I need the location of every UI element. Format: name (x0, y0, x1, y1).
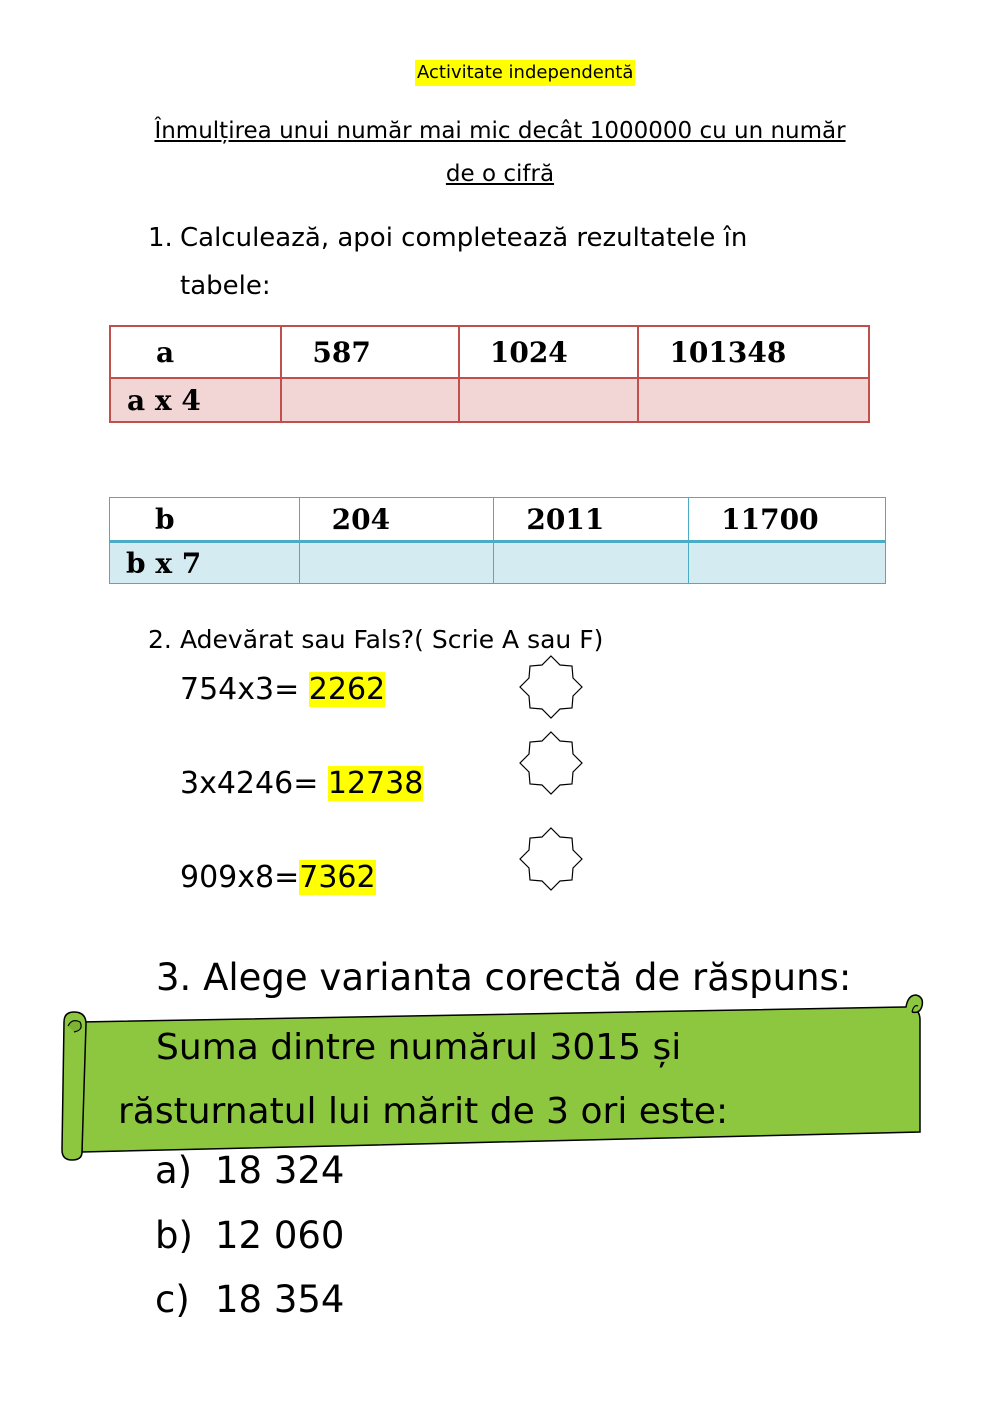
eight-point-star-icon[interactable] (519, 827, 583, 891)
equation-3 (180, 856, 376, 900)
option-b[interactable] (155, 1211, 344, 1261)
equation-expression: 3x4246= (180, 766, 328, 801)
equation-1 (180, 668, 385, 712)
equation-result: 12738 (327, 766, 424, 801)
table-a-header-cell: 587 (281, 326, 458, 378)
page-title (110, 110, 890, 196)
eight-point-star-icon[interactable] (519, 731, 583, 795)
table-a-answer-cell[interactable] (638, 378, 869, 422)
exercise-2-text: Adevărat sau Fals?( Scrie A sau F) (180, 625, 604, 654)
exercise-1-number: 1. (148, 223, 173, 253)
table-a-header-cell: a (110, 326, 281, 378)
option-value: 12 060 (215, 1214, 345, 1257)
equation-expression: 909x8= (180, 860, 300, 895)
option-value: 18 354 (215, 1278, 345, 1321)
table-a-header-cell: 101348 (638, 326, 869, 378)
option-letter: b) (155, 1214, 193, 1257)
table-b-answer-cell[interactable] (299, 542, 494, 584)
equation-expression: 754x3= (180, 672, 309, 707)
question-line-1: Suma dintre numărul 3015 și (156, 1027, 682, 1068)
table-a (109, 325, 870, 423)
table-a-row-label: a x 4 (110, 378, 281, 422)
exercise-2-instruction (148, 622, 603, 658)
exercise-3-title: 3. Alege varianta corectă de răspuns: (156, 956, 852, 999)
option-a[interactable] (155, 1146, 344, 1196)
exercise-1-text-line-1: Calculează, apoi completează rezultatele în (180, 223, 748, 253)
table-b-row-label: b x 7 (110, 542, 300, 584)
table-a-header-cell: 1024 (459, 326, 639, 378)
exercise-1-instruction (148, 214, 747, 310)
table-b-header-cell: b (110, 498, 300, 542)
table-a-answer-cell[interactable] (459, 378, 639, 422)
option-c[interactable] (155, 1275, 344, 1325)
table-b-result-row (110, 542, 886, 584)
scroll-question (118, 1016, 728, 1144)
title-line-2: de o cifră (445, 161, 555, 187)
equation-2 (180, 762, 423, 806)
eight-point-star-icon[interactable] (519, 655, 583, 719)
title-line-1: Înmulțirea unui număr mai mic decât 1000000 cu un număr (154, 118, 846, 144)
table-b-header-cell: 11700 (689, 498, 886, 542)
table-b-answer-cell[interactable] (494, 542, 689, 584)
table-b-header-cell: 204 (299, 498, 494, 542)
table-b-header-cell: 2011 (494, 498, 689, 542)
equation-result: 7362 (299, 860, 376, 895)
exercise-2-number: 2. (148, 625, 172, 654)
question-line-2: răsturnatul lui mărit de 3 ori este: (118, 1091, 729, 1132)
option-value: 18 324 (215, 1149, 345, 1192)
equation-result: 2262 (308, 672, 386, 707)
exercise-1-text-line-2: tabele: (180, 271, 271, 301)
table-b-header-row (110, 498, 886, 542)
option-letter: c) (155, 1278, 190, 1321)
table-a-header-row (110, 326, 869, 378)
activity-label: Activitate independentă (415, 60, 635, 86)
table-a-answer-cell[interactable] (281, 378, 458, 422)
table-b (109, 497, 886, 584)
table-a-result-row (110, 378, 869, 422)
option-letter: a) (155, 1149, 193, 1192)
table-b-answer-cell[interactable] (689, 542, 886, 584)
